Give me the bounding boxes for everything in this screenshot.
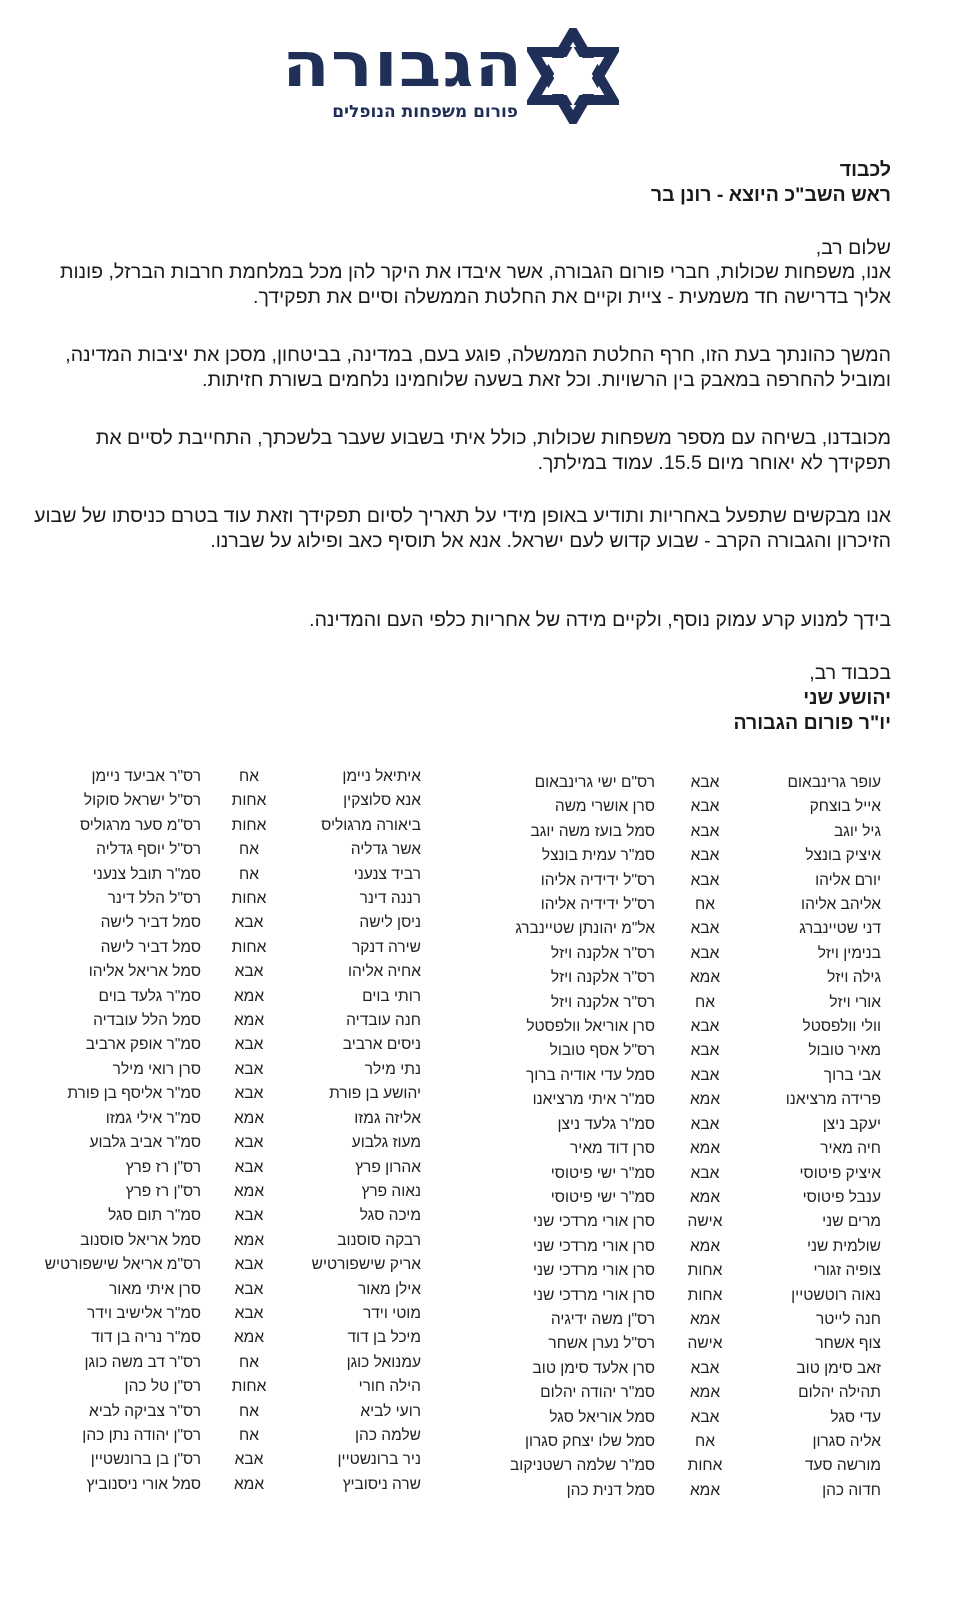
relation: אמא xyxy=(689,1237,721,1255)
table-row xyxy=(41,1473,421,1497)
signatory-name: אחיה אליהו xyxy=(348,963,421,981)
signatory-name: רותי בוים xyxy=(362,987,421,1005)
relation: אח xyxy=(239,841,259,859)
signatories-table-left xyxy=(41,765,421,1497)
fallen-soldier: רס"ן טל כהן xyxy=(124,1378,201,1396)
table-row xyxy=(41,1351,421,1375)
signatory-name: אייל בוצחק xyxy=(809,798,881,816)
fallen-soldier: אל"מ יהונתן שטיינברג xyxy=(515,920,655,938)
relation: אמא xyxy=(689,969,721,987)
fallen-soldier: רס"ל ישראל סוקול xyxy=(83,792,201,810)
relation: אבא xyxy=(234,1207,264,1225)
signatory-name: עמנואל כוגן xyxy=(346,1353,421,1371)
table-row xyxy=(41,911,421,935)
relation: אבא xyxy=(690,774,720,791)
relation: אישה xyxy=(687,1213,723,1231)
fallen-soldier: סמל אורי ניסנוביץ xyxy=(86,1475,201,1493)
relation: אבא xyxy=(234,1036,264,1054)
fallen-soldier: סמ"ר יהודה יהלום xyxy=(540,1384,655,1402)
signatory-name: פרידה מרציאנו xyxy=(785,1091,881,1109)
signatory-name: אנא סלוצקין xyxy=(343,792,421,810)
fallen-soldier: סמל אריאל אליהו xyxy=(88,963,201,981)
relation: אבא xyxy=(690,798,720,816)
table-row xyxy=(41,1131,421,1155)
relation: אמא xyxy=(233,1329,265,1347)
fallen-soldier: רס"ן רז פרץ xyxy=(125,1158,201,1176)
relation: אח xyxy=(695,896,715,914)
fallen-soldier: רס"ר אלקנה ויזל xyxy=(550,944,655,962)
signatory-name: רבקה סוסנוב xyxy=(337,1231,421,1249)
relation: אבא xyxy=(690,1408,720,1426)
relation: אמא xyxy=(689,1091,721,1109)
signatory-name: עדי סגל xyxy=(830,1408,881,1426)
fallen-soldier: סמ"ר גלעד בוים xyxy=(98,987,201,1005)
signatory-name: חנה לייטר xyxy=(815,1310,881,1328)
signatory-name: מיכה סגל xyxy=(359,1207,421,1225)
signatory-name: גיל יוגב xyxy=(834,822,881,840)
relation: אמא xyxy=(233,1012,265,1030)
table-row xyxy=(495,820,881,844)
fallen-soldier: סמל דנית כהן xyxy=(566,1481,655,1499)
fallen-soldier: רס"ל ידידיה אליהו xyxy=(540,896,655,914)
relation: אבא xyxy=(690,871,720,889)
signatory-name: יהושע בן פורת xyxy=(329,1085,421,1103)
relation: אח xyxy=(695,993,715,1011)
fallen-soldier: סמל עדי אודיה ברוך xyxy=(525,1066,655,1084)
fallen-soldier: רס"ר דב משה כוגן xyxy=(84,1353,201,1371)
signatory-name: אריק שישפורטיש xyxy=(311,1256,421,1274)
to-label: לכבוד xyxy=(839,159,891,181)
fallen-soldier: רס"ל נערן אשחר xyxy=(548,1335,655,1353)
fallen-soldier: סמל אוריאל סגל xyxy=(549,1408,655,1426)
table-row xyxy=(41,1009,421,1033)
fallen-soldier: סמ"ר ישי פיטוסי xyxy=(550,1188,655,1206)
fallen-soldier: סמל דביר לישה xyxy=(100,938,201,956)
fallen-soldier: רס"ל הלל דינר xyxy=(107,890,201,908)
relation: אבא xyxy=(690,847,720,865)
table-row xyxy=(41,765,421,789)
relation: אמא xyxy=(233,1231,265,1249)
paragraph-5 xyxy=(28,608,891,633)
table-row xyxy=(495,844,881,868)
table-row xyxy=(495,1406,881,1430)
table-row xyxy=(495,991,881,1015)
relation: אמא xyxy=(233,1109,265,1127)
fallen-soldier: סמ"ר אלישיב וידר xyxy=(87,1304,201,1322)
signatory-name: ניסן לישה xyxy=(359,914,421,932)
signatory-name: צופיה זגורי xyxy=(813,1262,881,1280)
fallen-soldier: סמ"ר עמית בונצל xyxy=(541,847,655,865)
relation: אחות xyxy=(687,1286,723,1304)
fallen-soldier: סמ"ר ישי פיטוסי xyxy=(550,1164,655,1182)
signatory-name: שרה ניסוביץ xyxy=(342,1475,421,1493)
fallen-soldier: סמ"ר אילי גמזו xyxy=(105,1109,201,1127)
paragraph-text: אנו, משפחות שכולות, חברי פורום הגבורה, אשר איבדו את היקר להן מכל במלחמת חרבות הברזל, פונות אליך בדרישה חד משמעית - ציית וקיים את החלטת הממשלה וסיים את תפקידך. xyxy=(59,261,891,308)
fallen-soldier: רס"ל ידידיה אליהו xyxy=(540,871,655,889)
fallen-soldier: סרן אלעד סימן טוב xyxy=(532,1359,655,1377)
table-row xyxy=(495,1284,881,1308)
fallen-soldier: רס"ן רז פרץ xyxy=(125,1182,201,1200)
signature-block xyxy=(28,661,891,736)
table-row xyxy=(41,863,421,887)
relation: אמא xyxy=(689,1188,721,1206)
paragraph-text: מכובדנו, בשיחה עם מספר משפחות שכולות, כולל איתי בשבוע שעבר בלשכתך, התחייבת לסיים את תפקידך לא יאוחר מיום 15.5. עמוד במילתך. xyxy=(95,427,891,474)
signatory-name: מאיר טובול xyxy=(808,1042,881,1060)
logo-subtitle: פורום משפחות הנופלים xyxy=(332,102,518,122)
signatory-name: אליהב אליהו xyxy=(801,896,881,914)
recipient-block xyxy=(28,158,891,208)
signatories-table-right xyxy=(495,771,881,1503)
recipient: ראש השב"כ היוצא - רונן בר xyxy=(650,184,891,206)
fallen-soldier: סרן אושרי משה xyxy=(554,798,655,816)
signatory-name: אליזה גמזו xyxy=(354,1109,421,1127)
table-row xyxy=(495,893,881,917)
signatory-name: איציק פיטוסי xyxy=(799,1164,881,1182)
fallen-soldier: סרן אורי מרדכי שני xyxy=(532,1262,655,1280)
paragraph-text: בידך למנוע קרע עמוק נוסף, ולקיים מידה של אחריות כלפי העם והמדינה. xyxy=(309,609,891,631)
fallen-soldier: סמ"ר נריה בן דוד xyxy=(91,1329,201,1347)
relation: אחות xyxy=(687,1262,723,1280)
relation: אחות xyxy=(687,1457,723,1475)
fallen-soldier: רס"ר צביקה לביא xyxy=(88,1402,201,1420)
relation: אמא xyxy=(689,1481,721,1499)
signer-name: יהושע שני xyxy=(803,687,891,709)
signatory-name: דני שטיינברג xyxy=(799,920,881,938)
table-row xyxy=(41,838,421,862)
table-row xyxy=(495,1186,881,1210)
table-row xyxy=(41,1180,421,1204)
relation: אבא xyxy=(234,914,264,932)
relation: אבא xyxy=(234,1256,264,1274)
fallen-soldier: סמ"ר תום סגל xyxy=(108,1207,201,1225)
paragraph-1 xyxy=(28,260,891,310)
signatory-name: שירה דנקר xyxy=(351,938,421,956)
relation: אחות xyxy=(231,792,267,810)
table-row xyxy=(495,1308,881,1332)
signatory-name: מורשה סעד xyxy=(804,1457,881,1475)
relation: אח xyxy=(239,768,259,785)
signatory-name: הילה חורי xyxy=(358,1378,421,1396)
table-row xyxy=(41,1400,421,1424)
closing: בכבוד רב, xyxy=(809,662,891,684)
signatory-name: רביד צנעני xyxy=(353,865,421,883)
relation: אבא xyxy=(690,1066,720,1084)
relation: אבא xyxy=(690,1359,720,1377)
table-row xyxy=(495,1162,881,1186)
table-row xyxy=(495,942,881,966)
table-row xyxy=(495,1064,881,1088)
table-row xyxy=(41,1058,421,1082)
relation: אבא xyxy=(234,963,264,981)
table-row xyxy=(495,795,881,819)
signatory-name: יעקב ניצן xyxy=(822,1115,881,1133)
star-of-david-icon xyxy=(527,28,619,124)
relation: אבא xyxy=(690,1115,720,1133)
fallen-soldier: רס"מ אריאל שישפורטיש xyxy=(44,1256,201,1274)
fallen-soldier: סמל בועז משה יוגב xyxy=(530,822,655,840)
fallen-soldier: רס"ל יוסף גדליה xyxy=(96,841,201,859)
table-row xyxy=(41,936,421,960)
table-row xyxy=(41,985,421,1009)
fallen-soldier: סמל שלו יצחק סגרון xyxy=(524,1432,655,1450)
table-row xyxy=(41,1107,421,1131)
table-row xyxy=(495,1088,881,1112)
table-row xyxy=(495,1137,881,1161)
table-row xyxy=(41,1326,421,1350)
signatory-name: מעוז גלבוע xyxy=(351,1134,421,1152)
relation: אח xyxy=(239,1402,259,1420)
signatory-name: נתי מילר xyxy=(364,1060,421,1078)
greeting xyxy=(28,236,891,261)
signatory-name: מיכל בן דוד xyxy=(347,1329,421,1347)
signatory-name: איתיאל ניימן xyxy=(342,768,421,785)
fallen-soldier: סמל דביר לישה xyxy=(100,914,201,932)
signatory-name: רננה דינר xyxy=(359,890,421,908)
signatory-name: עופר גרינבאום xyxy=(787,774,881,791)
fallen-soldier: סמ"ר אליסף בן פורת xyxy=(67,1085,201,1103)
relation: אמא xyxy=(233,987,265,1005)
signatory-name: יורם אליהו xyxy=(815,871,881,889)
relation: אחות xyxy=(231,938,267,956)
signatory-name: ניר ברונשטיין xyxy=(337,1451,421,1469)
signatory-name: איציק בונצל xyxy=(805,847,881,865)
paragraph-3 xyxy=(28,426,891,476)
table-row xyxy=(41,1156,421,1180)
table-row xyxy=(41,1278,421,1302)
relation: אבא xyxy=(690,920,720,938)
paragraph-text: המשך כהונתך בעת הזו, חרף החלטת הממשלה, פוגע בעם, במדינה, בביטחון, מסכן את יציבות המדינה, ומוביל להחרפה במאבק בין הרשויות. וכל זאת בשעה שלוחמינו נלחמים בשורת חזיתות. xyxy=(65,344,891,391)
signatory-name: חדוה כהן xyxy=(822,1481,881,1499)
fallen-soldier: סרן אורי מרדכי שני xyxy=(532,1237,655,1255)
fallen-soldier: סרן אורי מרדכי שני xyxy=(532,1213,655,1231)
signatory-name: בנימין ויזל xyxy=(817,944,881,962)
relation: אמא xyxy=(689,1384,721,1402)
fallen-soldier: רס"ר אביעד ניימן xyxy=(91,768,201,785)
relation: אבא xyxy=(690,1042,720,1060)
table-row xyxy=(495,1332,881,1356)
table-row xyxy=(41,789,421,813)
relation: אבא xyxy=(690,822,720,840)
table-row xyxy=(495,1479,881,1503)
signatory-name: מרים שני xyxy=(822,1213,881,1231)
table-row xyxy=(41,814,421,838)
relation: אמא xyxy=(233,1475,265,1493)
relation: אישה xyxy=(687,1335,723,1353)
fallen-soldier: רס"מ סער מרגוליס xyxy=(79,816,201,834)
fallen-soldier: סמ"ר גלעד ניצן xyxy=(557,1115,655,1133)
paragraph-2 xyxy=(28,343,891,393)
relation: אבא xyxy=(690,1018,720,1036)
relation: אמא xyxy=(689,1140,721,1158)
relation: אבא xyxy=(690,1164,720,1182)
table-row xyxy=(41,1448,421,1472)
relation: אחות xyxy=(231,890,267,908)
relation: אמא xyxy=(689,1310,721,1328)
relation: אבא xyxy=(234,1304,264,1322)
signatory-name: נאוה רוטשטיין xyxy=(791,1286,881,1304)
table-row xyxy=(41,1424,421,1448)
logo-title: הגבורה xyxy=(281,28,523,101)
fallen-soldier: רס"ן משה ידיגיה xyxy=(550,1310,655,1328)
signatory-name: ענבל פיטוסי xyxy=(802,1188,881,1206)
table-row xyxy=(41,960,421,984)
signatory-name: צוף אשחר xyxy=(815,1335,881,1353)
fallen-soldier: סמל הלל עובדיה xyxy=(93,1012,201,1030)
fallen-soldier: רס"ן בן ברונשטיין xyxy=(90,1451,201,1469)
fallen-soldier: רס"ם ישי גרינבאום xyxy=(534,774,655,791)
fallen-soldier: סמ"ר תובל צנעני xyxy=(92,865,201,883)
table-row xyxy=(495,966,881,990)
table-row xyxy=(495,1357,881,1381)
signatory-name: גילה ויזל xyxy=(827,969,881,987)
fallen-soldier: סמ"ר אופק ארביב xyxy=(85,1036,201,1054)
signatory-name: אילן מאור xyxy=(358,1280,421,1298)
table-row xyxy=(41,1229,421,1253)
forum-logo xyxy=(281,28,615,124)
table-row xyxy=(495,1430,881,1454)
paragraph-4 xyxy=(28,504,891,554)
fallen-soldier: רס"ר אלקנה ויזל xyxy=(550,993,655,1011)
fallen-soldier: סרן אוריאל וולפסטל xyxy=(526,1018,655,1036)
fallen-soldier: סמל אריאל סוסנוב xyxy=(80,1231,201,1249)
fallen-soldier: סמ"ר איתי מרציאנו xyxy=(532,1091,655,1109)
table-row xyxy=(41,1204,421,1228)
signatory-name: נאוה פרץ xyxy=(361,1182,421,1200)
relation: אמא xyxy=(233,1182,265,1200)
relation: אבא xyxy=(234,1451,264,1469)
table-row xyxy=(41,1375,421,1399)
relation: אח xyxy=(239,865,259,883)
signatory-name: שלמה כהן xyxy=(355,1426,421,1444)
table-row xyxy=(41,1033,421,1057)
signatory-name: תהילה יהלום xyxy=(798,1384,881,1402)
signatory-name: שולמית שני xyxy=(807,1237,881,1255)
fallen-soldier: סרן אורי מרדכי שני xyxy=(532,1286,655,1304)
signatory-name: חנה עובדיה xyxy=(346,1012,421,1030)
table-row xyxy=(495,1259,881,1283)
fallen-soldier: רס"ל אסף טובול xyxy=(549,1042,655,1060)
fallen-soldier: סרן דוד מאיר xyxy=(570,1140,655,1158)
fallen-soldier: סרן רואי מילר xyxy=(112,1060,201,1078)
table-row xyxy=(41,1082,421,1106)
relation: אח xyxy=(695,1432,715,1450)
signatory-name: ניסים ארביב xyxy=(342,1036,421,1054)
table-row xyxy=(495,771,881,795)
signer-title: יו"ר פורום הגבורה xyxy=(733,712,891,734)
relation: אבא xyxy=(234,1280,264,1298)
signatory-name: זאב סימן טוב xyxy=(796,1359,881,1377)
relation: אבא xyxy=(234,1060,264,1078)
fallen-soldier: סרן איתי מאור xyxy=(109,1280,201,1298)
signatory-name: אבי ברוך xyxy=(823,1066,881,1084)
paragraph-text: אנו מבקשים שתפעל באחריות ותודיע באופן מידי על תאריך לסיום תפקידך וזאת עוד בטרם כניסתו של שבוע הזיכרון והגבורה הקרב - שבוע קדוש לעם ישראל. אנא אל תוסיף כאב ופילוג על שברנו. xyxy=(34,505,891,552)
relation: אבא xyxy=(234,1134,264,1152)
signatory-name: אהרון פרץ xyxy=(355,1158,421,1176)
table-row xyxy=(495,1210,881,1234)
relation: אחות xyxy=(231,1378,267,1396)
relation: אחות xyxy=(231,816,267,834)
table-row xyxy=(41,1253,421,1277)
relation: אבא xyxy=(690,944,720,962)
signatory-name: אשר גדליה xyxy=(350,841,421,859)
greeting-text: שלום רב, xyxy=(815,237,891,259)
relation: אח xyxy=(239,1426,259,1444)
fallen-soldier: רס"ן יהודה נתן כהן xyxy=(82,1426,201,1444)
relation: אבא xyxy=(234,1085,264,1103)
fallen-soldier: סמ"ר שלמה רשטניקוב xyxy=(510,1457,655,1475)
signatory-name: ביאורה מרגוליס xyxy=(321,816,421,834)
signatory-name: חיה מאיר xyxy=(820,1140,881,1158)
table-row xyxy=(495,1113,881,1137)
relation: אבא xyxy=(234,1158,264,1176)
table-row xyxy=(495,869,881,893)
relation: אח xyxy=(239,1353,259,1371)
fallen-soldier: סמ"ר אביב גלבוע xyxy=(89,1134,201,1152)
table-row xyxy=(495,1039,881,1063)
table-row xyxy=(495,1235,881,1259)
signatory-name: וולי וולפסטל xyxy=(802,1018,881,1036)
fallen-soldier: רס"ר אלקנה ויזל xyxy=(550,969,655,987)
table-row xyxy=(495,917,881,941)
signatory-name: רועי לביא xyxy=(360,1402,421,1420)
signatory-name: מוטי וידר xyxy=(362,1304,421,1322)
table-row xyxy=(41,1302,421,1326)
table-row xyxy=(495,1015,881,1039)
table-row xyxy=(495,1381,881,1405)
signatory-name: אורי ויזל xyxy=(829,993,881,1011)
signatory-name: אליה סגרון xyxy=(812,1432,881,1450)
table-row xyxy=(41,887,421,911)
table-row xyxy=(495,1454,881,1478)
